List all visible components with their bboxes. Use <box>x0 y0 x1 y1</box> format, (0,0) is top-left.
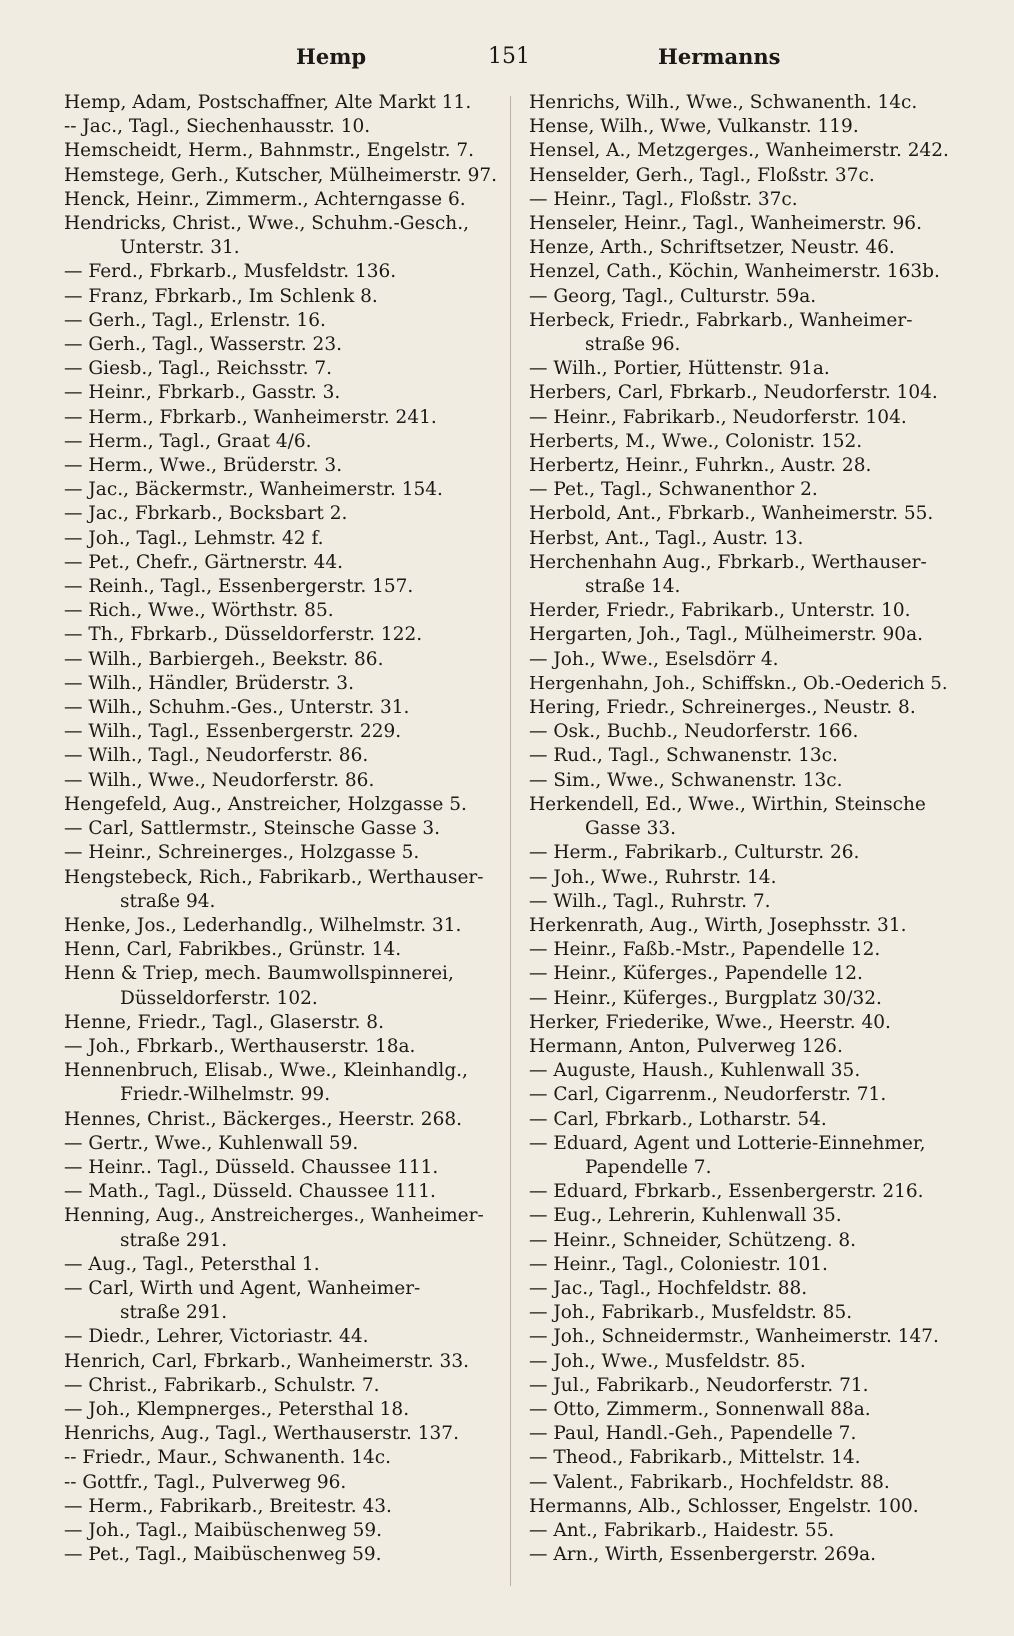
directory-entry-line: Gasse 33. <box>585 818 677 840</box>
directory-entry-line: — Joh., Klempnerges., Petersthal 18. <box>64 1398 410 1420</box>
directory-entry-line: — Joh., Wwe., Eselsdörr 4. <box>529 648 779 670</box>
directory-entry-line: — Rich., Wwe., Wörthstr. 85. <box>64 600 334 622</box>
directory-entry-line: — Herm., Fabrikarb., Breitestr. 43. <box>64 1495 392 1517</box>
directory-entry-line: — Diedr., Lehrer, Victoriastr. 44. <box>64 1326 369 1348</box>
directory-entry-line: — Osk., Buchb., Neudorferstr. 166. <box>529 721 859 743</box>
right-column <box>529 91 955 1611</box>
directory-entry-line: Hennenbruch, Elisab., Wwe., Kleinhandlg., <box>64 1060 468 1082</box>
directory-entry-line: Herkendell, Ed., Wwe., Wirthin, Steinsche <box>529 793 926 815</box>
directory-entry-line: — Heinr., Schneider, Schützeng. 8. <box>529 1229 857 1251</box>
directory-entry-line: — Christ., Fabrikarb., Schulstr. 7. <box>64 1374 380 1396</box>
directory-entry-line: — Th., Fbrkarb., Düsseldorferstr. 122. <box>64 624 423 646</box>
directory-entry-line: Herchenhahn Aug., Fbrkarb., Werthauser- <box>529 551 927 573</box>
directory-entry-line: Papendelle 7. <box>585 1156 712 1178</box>
directory-entry-line: Herder, Friedr., Fabrikarb., Unterstr. 10. <box>529 600 911 622</box>
directory-entry-line: straße 291. <box>120 1302 228 1324</box>
directory-entry-line: Henselder, Gerh., Tagl., Floßstr. 37c. <box>529 164 875 186</box>
directory-entry-line: Henrich, Carl, Fbrkarb., Wanheimerstr. 33. <box>64 1350 469 1372</box>
directory-entry-line: Henning, Aug., Anstreicherges., Wanheimer- <box>64 1205 484 1227</box>
directory-entry-line: Hergarten, Joh., Tagl., Mülheimerstr. 90a. <box>529 624 923 646</box>
directory-entry-line: Hendricks, Christ., Wwe., Schuhm.-Gesch., <box>64 213 469 235</box>
directory-entry-line: — Pet., Chefr., Gärtnerstr. 44. <box>64 551 344 573</box>
directory-entry-line: — Joh., Wwe., Musfeldstr. 85. <box>529 1350 806 1372</box>
directory-entry-line: — Carl, Wirth und Agent, Wanheimer- <box>64 1277 421 1299</box>
running-head-left: Hemp <box>296 44 367 69</box>
directory-entry-line: — Heinr., Fabrikarb., Neudorferstr. 104. <box>529 406 907 428</box>
directory-entry-line: Herbertz, Heinr., Fuhrkn., Austr. 28. <box>529 455 872 477</box>
directory-entry-line: — Wilh., Tagl., Ruhrstr. 7. <box>529 890 771 912</box>
directory-entry-line: — Auguste, Haush., Kuhlenwall 35. <box>529 1060 861 1082</box>
directory-entry-line: Düsseldorferstr. 102. <box>120 987 318 1009</box>
directory-entry-line: Herbold, Ant., Fbrkarb., Wanheimerstr. 55. <box>529 503 934 525</box>
directory-entry-line: — Jac., Tagl., Hochfeldstr. 88. <box>529 1277 808 1299</box>
directory-entry-line: — Heinr., Küferges., Burgplatz 30/32. <box>529 987 882 1009</box>
column-divider <box>510 96 511 1586</box>
directory-entry-line: Hemscheidt, Herm., Bahnmstr., Engelstr. 7. <box>64 140 475 162</box>
directory-entry-line: — Heinr., Faßb.-Mstr., Papendelle 12. <box>529 939 881 961</box>
directory-entry-line: -- Gottfr., Tagl., Pulverweg 96. <box>64 1471 347 1493</box>
directory-entry-line: Hergenhahn, Joh., Schiffskn., Ob.-Oederich 5. <box>529 672 948 694</box>
directory-entry-line: straße 14. <box>585 576 681 598</box>
directory-entry-line: — Georg, Tagl., Culturstr. 59a. <box>529 285 817 307</box>
directory-entry-line: — Joh., Tagl., Lehmstr. 42 f. <box>64 527 324 549</box>
directory-entry-line: — Wilh., Barbiergeh., Beekstr. 86. <box>64 648 384 670</box>
directory-entry-line: -- Friedr., Maur., Schwanenth. 14c. <box>64 1447 392 1469</box>
directory-entry-line: — Ant., Fabrikarb., Haidestr. 55. <box>529 1519 835 1541</box>
page-number: 151 <box>488 44 530 69</box>
directory-entry-line: Hense, Wilh., Wwe, Vulkanstr. 119. <box>529 116 859 138</box>
directory-entry-line: — Wilh., Schuhm.-Ges., Unterstr. 31. <box>64 697 410 719</box>
directory-entry-line: — Giesb., Tagl., Reichsstr. 7. <box>64 358 333 380</box>
directory-entry-line: straße 94. <box>120 890 216 912</box>
directory-entry-line: — Paul, Handl.-Geh., Papendelle 7. <box>529 1423 857 1445</box>
directory-entry-line: Hermann, Anton, Pulverweg 126. <box>529 1035 843 1057</box>
directory-entry-line: — Joh., Schneidermstr., Wanheimerstr. 147. <box>529 1326 939 1348</box>
directory-entry-line: — Joh., Tagl., Maibüschenweg 59. <box>64 1519 383 1541</box>
directory-entry-line: Henne, Friedr., Tagl., Glaserstr. 8. <box>64 1011 384 1033</box>
directory-entry-line: — Theod., Fabrikarb., Mittelstr. 14. <box>529 1447 861 1469</box>
directory-entry-line: — Franz, Fbrkarb., Im Schlenk 8. <box>64 285 378 307</box>
directory-entry-line: — Math., Tagl., Düsseld. Chaussee 111. <box>64 1181 436 1203</box>
directory-entry-line: — Otto, Zimmerm., Sonnenwall 88a. <box>529 1398 871 1420</box>
directory-entry-line: Herbeck, Friedr., Fabrkarb., Wanheimer- <box>529 309 913 331</box>
directory-entry-line: Herbst, Ant., Tagl., Austr. 13. <box>529 527 804 549</box>
directory-entry-line: Herberts, M., Wwe., Colonistr. 152. <box>529 430 863 452</box>
directory-entry-line: Henrichs, Wilh., Wwe., Schwanenth. 14c. <box>529 92 918 113</box>
directory-entry-line: Herkenrath, Aug., Wirth, Josephsstr. 31. <box>529 914 907 936</box>
directory-entry-line: — Carl, Cigarrenm., Neudorferstr. 71. <box>529 1084 887 1106</box>
directory-entry-line: Hemp, Adam, Postschaffner, Alte Markt 11. <box>64 92 472 113</box>
directory-entry-line: — Carl, Sattlermstr., Steinsche Gasse 3. <box>64 818 441 840</box>
directory-entry-line: — Aug., Tagl., Petersthal 1. <box>64 1253 320 1275</box>
left-column <box>64 91 500 1611</box>
directory-entry-line: Hering, Friedr., Schreinerges., Neustr. 8. <box>529 697 916 719</box>
directory-entry-line: — Wilh., Tagl., Neudorferstr. 86. <box>64 745 369 767</box>
directory-entry-line: — Heinr., Tagl., Coloniestr. 101. <box>529 1253 828 1275</box>
directory-entry-line: — Carl, Fbrkarb., Lotharstr. 54. <box>529 1108 827 1130</box>
directory-entry-line: — Heinr., Schreinerges., Holzgasse 5. <box>64 842 420 864</box>
directory-entry-line: — Reinh., Tagl., Essenbergerstr. 157. <box>64 576 414 598</box>
directory-entry-line: — Joh., Wwe., Ruhrstr. 14. <box>529 866 777 888</box>
directory-entry-line: — Wilh., Wwe., Neudorferstr. 86. <box>64 769 375 791</box>
directory-entry-line: — Jul., Fabrikarb., Neudorferstr. 71. <box>529 1374 869 1396</box>
directory-entry-line: — Heinr.. Tagl., Düsseld. Chaussee 111. <box>64 1156 439 1178</box>
directory-entry-line: Henn & Triep, mech. Baumwollspinnerei, <box>64 963 454 985</box>
directory-entry-line: straße 96. <box>585 334 681 356</box>
directory-entry-line: — Eduard, Agent und Lotterie-Einnehmer, <box>529 1132 926 1154</box>
directory-entry-line: Hensel, A., Metzgerges., Wanheimerstr. 242. <box>529 140 949 162</box>
directory-entry-line: — Rud., Tagl., Schwanenstr. 13c. <box>529 745 838 767</box>
directory-entry-line: — Gerh., Tagl., Erlenstr. 16. <box>64 309 326 331</box>
directory-entry-line: — Wilh., Portier, Hüttenstr. 91a. <box>529 358 830 380</box>
directory-entry-line: Henrichs, Aug., Tagl., Werthauserstr. 137. <box>64 1423 459 1445</box>
directory-entry-line: — Jac., Fbrkarb., Bocksbart 2. <box>64 503 348 525</box>
directory-entry-line: Henze, Arth., Schriftsetzer, Neustr. 46. <box>529 237 895 259</box>
directory-entry-line: Hemstege, Gerh., Kutscher, Mülheimerstr. 97. <box>64 164 498 186</box>
directory-entry-line: Henke, Jos., Lederhandlg., Wilhelmstr. 31. <box>64 914 462 936</box>
directory-entry-line: Henseler, Heinr., Tagl., Wanheimerstr. 96. <box>529 213 922 235</box>
directory-entry-line: — Ferd., Fbrkarb., Musfeldstr. 136. <box>64 261 397 283</box>
directory-entry-line: — Herm., Fabrikarb., Culturstr. 26. <box>529 842 860 864</box>
directory-entry-line: — Herm., Tagl., Graat 4/6. <box>64 430 312 452</box>
directory-entry-line: Friedr.-Wilhelmstr. 99. <box>120 1084 331 1106</box>
directory-entry-line: — Eduard, Fbrkarb., Essenbergerstr. 216. <box>529 1181 924 1203</box>
directory-entry-line: — Herm., Fbrkarb., Wanheimerstr. 241. <box>64 406 437 428</box>
directory-entry-line: — Gerh., Tagl., Wasserstr. 23. <box>64 334 342 356</box>
directory-entry-line: Hengefeld, Aug., Anstreicher, Holzgasse 5. <box>64 793 467 815</box>
directory-entry-line: — Pet., Tagl., Schwanenthor 2. <box>529 479 818 501</box>
directory-entry-line: straße 291. <box>120 1229 228 1251</box>
directory-entry-line: — Gertr., Wwe., Kuhlenwall 59. <box>64 1132 359 1154</box>
directory-entry-line: Henck, Heinr., Zimmerm., Achterngasse 6. <box>64 188 466 210</box>
directory-entry-line: — Herm., Wwe., Brüderstr. 3. <box>64 455 343 477</box>
directory-entry-line: — Pet., Tagl., Maibüschenweg 59. <box>64 1544 382 1566</box>
directory-entry-line: Hermanns, Alb., Schlosser, Engelstr. 100. <box>529 1495 919 1517</box>
directory-entry-line: — Wilh., Händler, Brüderstr. 3. <box>64 672 354 694</box>
directory-entry-line: -- Jac., Tagl., Siechenhausstr. 10. <box>64 116 371 138</box>
directory-entry-line: — Valent., Fabrikarb., Hochfeldstr. 88. <box>529 1471 890 1493</box>
directory-entry-line: Unterstr. 31. <box>120 237 240 259</box>
directory-entry-line: — Joh., Fabrikarb., Musfeldstr. 85. <box>529 1302 853 1324</box>
directory-entry-line: — Joh., Fbrkarb., Werthauserstr. 18a. <box>64 1035 416 1057</box>
directory-entry-line: — Sim., Wwe., Schwanenstr. 13c. <box>529 769 843 791</box>
directory-entry-line: — Arn., Wirth, Essenbergerstr. 269a. <box>529 1544 877 1566</box>
page-header <box>0 44 1014 84</box>
directory-entry-line: — Eug., Lehrerin, Kuhlenwall 35. <box>529 1205 842 1227</box>
directory-entry-line: — Heinr., Tagl., Floßstr. 37c. <box>529 188 798 210</box>
directory-entry-line: — Heinr., Fbrkarb., Gasstr. 3. <box>64 382 341 404</box>
directory-entry-line: Herker, Friederike, Wwe., Heerstr. 40. <box>529 1011 891 1033</box>
directory-entry-line: Henn, Carl, Fabrikbes., Grünstr. 14. <box>64 939 402 961</box>
directory-entry-line: — Jac., Bäckermstr., Wanheimerstr. 154. <box>64 479 443 501</box>
running-head-right: Hermanns <box>658 44 781 69</box>
directory-entry-line: — Heinr., Küferges., Papendelle 12. <box>529 963 863 985</box>
directory-entry-line: Herbers, Carl, Fbrkarb., Neudorferstr. 104. <box>529 382 938 404</box>
directory-entry-line: Hengstebeck, Rich., Fabrikarb., Werthauser- <box>64 866 484 888</box>
directory-entry-line: Hennes, Christ., Bäckerges., Heerstr. 268. <box>64 1108 462 1130</box>
directory-entry-line: Henzel, Cath., Köchin, Wanheimerstr. 163b. <box>529 261 940 283</box>
directory-entry-line: — Wilh., Tagl., Essenbergerstr. 229. <box>64 721 402 743</box>
